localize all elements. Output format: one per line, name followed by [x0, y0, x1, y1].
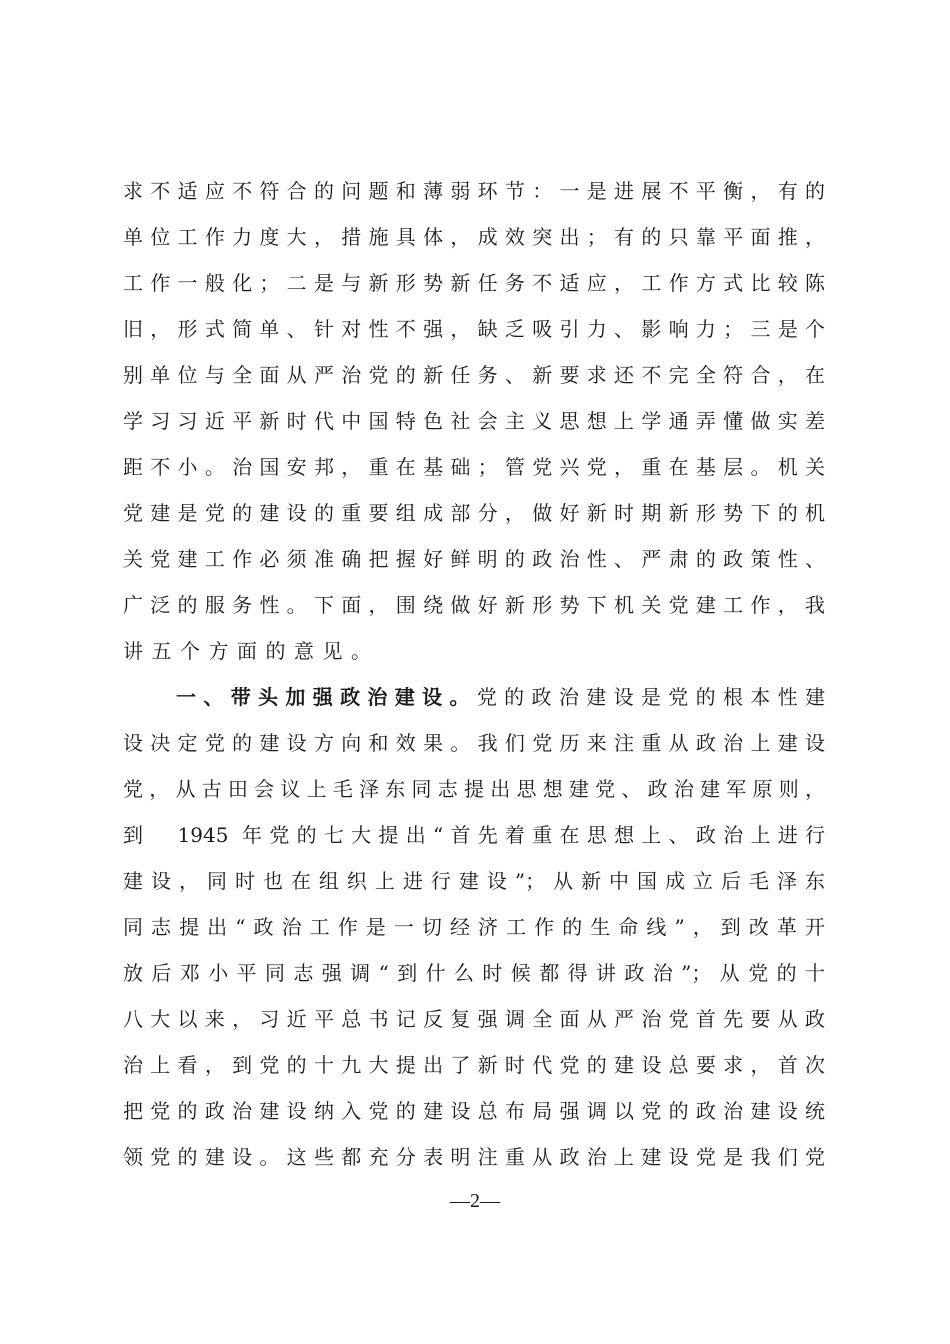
body-text-line: 同志提出“政治工作是一切经济工作的生命线”，到改革开 [123, 915, 825, 939]
body-text-line: 关党建工作必须准确把握好鲜明的政治性、严肃的政策性、 [123, 547, 825, 571]
body-text-line: 八大以来，习近平总书记反复强调全面从严治党首先要从政 [123, 1007, 825, 1031]
body-text-line: 工作一般化；二是与新形势新任务不适应，工作方式比较陈 [123, 271, 825, 295]
section-heading: 一、带头加强政治建设。 [176, 685, 477, 709]
body-text-line: 领党的建设。这些都充分表明注重从政治上建设党是我们党 [123, 1145, 825, 1169]
body-text-line: 旧，形式简单、针对性不强，缺乏吸引力、影响力；三是个 [123, 317, 825, 341]
body-text-line: 距不小。治国安邦，重在基础；管党兴党，重在基层。机关 [123, 455, 825, 479]
body-text-line: 党建是党的建设的重要组成部分，做好新时期新形势下的机 [123, 501, 825, 525]
body-text-line: 别单位与全面从严治党的新任务、新要求还不完全符合，在 [123, 363, 825, 387]
body-text-line: 建设，同时也在组织上进行建设”；从新中国成立后毛泽东 [123, 869, 825, 893]
body-text-line: 学习习近平新时代中国特色社会主义思想上学通弄懂做实差 [123, 409, 825, 433]
body-text-line: 单位工作力度大，措施具体，成效突出；有的只靠平面推， [123, 225, 825, 249]
body-text-line: 治上看，到党的十九大提出了新时代党的建设总要求，首次 [123, 1053, 825, 1077]
page-number: —2— [450, 1190, 500, 1212]
body-text-line: 把党的政治建设纳入党的建设总布局强调以党的政治建设统 [123, 1099, 825, 1123]
section-text: 党的政治建设是党的根本性建 [476, 685, 826, 709]
body-text-line: 求不适应不符合的问题和薄弱环节：一是进展不平衡，有的 [123, 179, 825, 203]
body-text-line: 讲五个方面的意见。 [123, 639, 380, 663]
body-text-line: 放后邓小平同志强调“到什么时候都得讲政治”；从党的十 [123, 961, 825, 985]
body-text-line: 党，从古田会议上毛泽东同志提出思想建党、政治建军原则， [123, 777, 825, 801]
body-text-line: 到 1945 年党的七大提出“首先着重在思想上、政治上进行 [123, 823, 825, 847]
section-first-line [176, 682, 825, 712]
body-text-line: 设决定党的建设方向和效果。我们党历来注重从政治上建设 [123, 731, 825, 755]
body-text-line: 广泛的服务性。下面，围绕做好新形势下机关党建工作，我 [123, 593, 825, 617]
